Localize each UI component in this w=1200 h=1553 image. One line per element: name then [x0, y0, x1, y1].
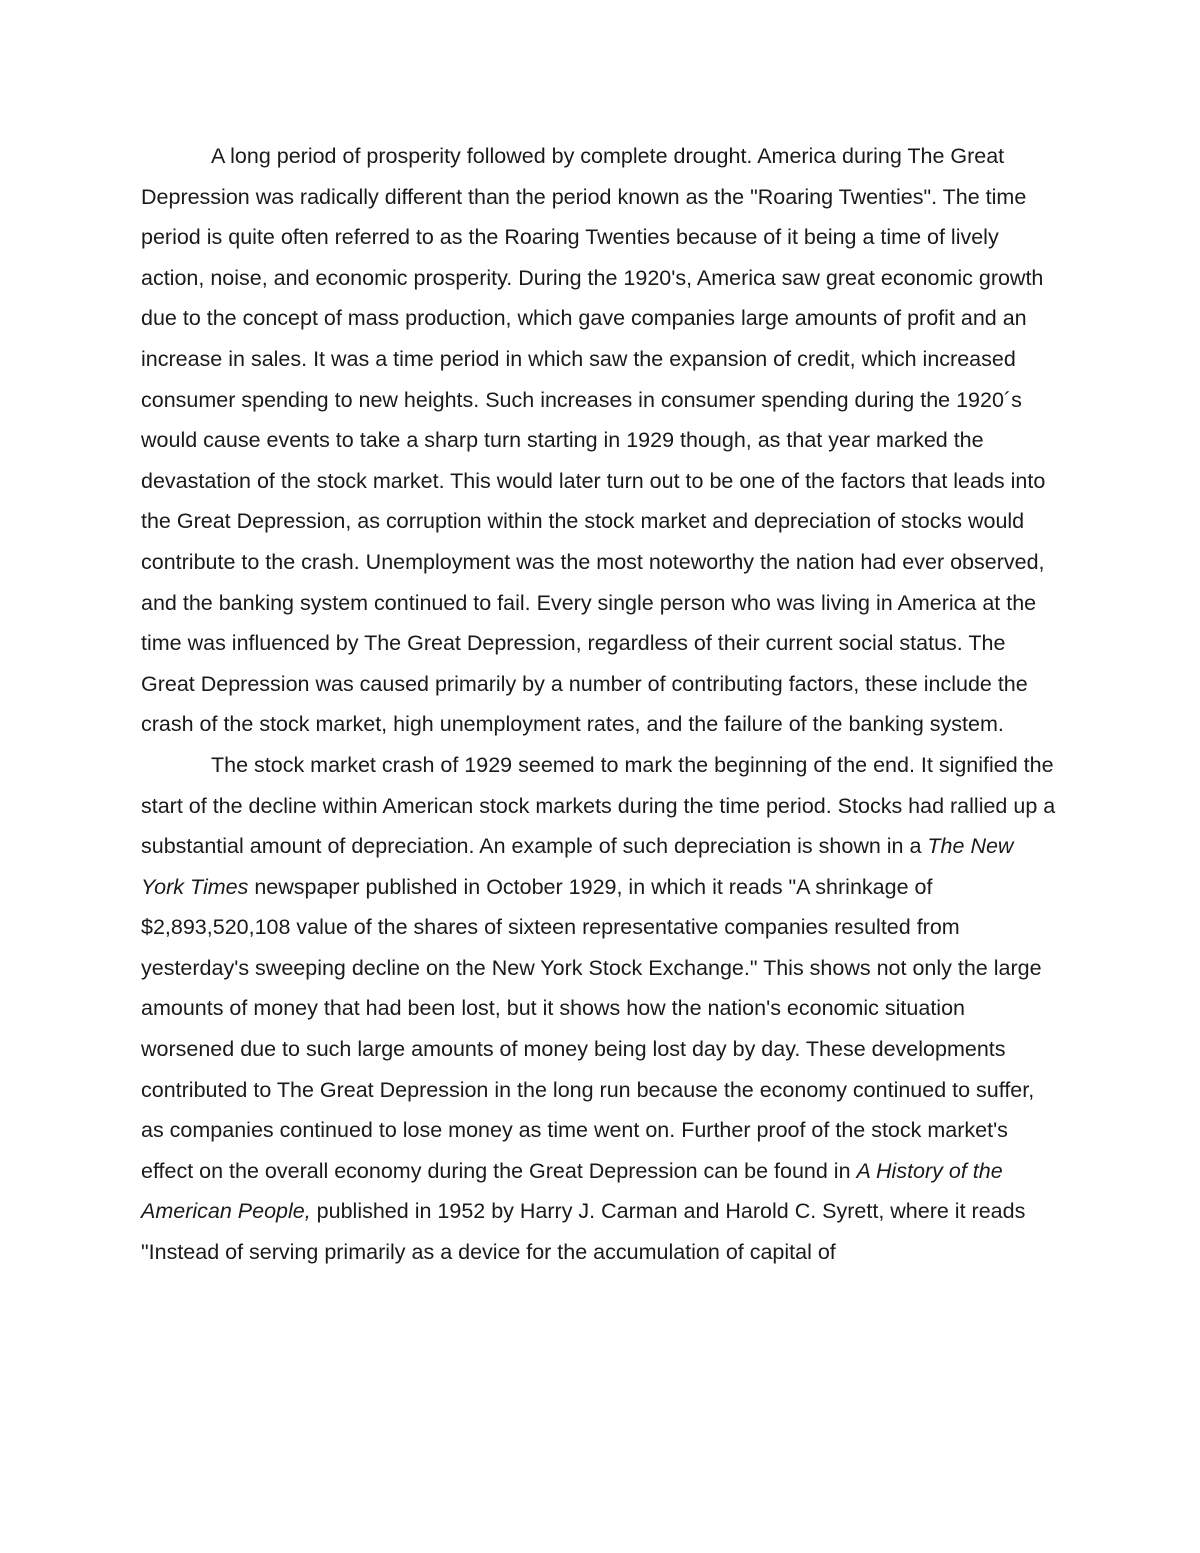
- paragraph-2-text-b: newspaper published in October 1929, in which it reads "A shrinkage of $2,893,520,108 value of the shares of sixteen representative companies resulted from yesterday's sweeping decline on the New York Stock Exchange." This shows not only the large amounts of money that had been lost, but it shows how the nation's economic situation worsened due to such large amounts of money being lost day by day. These developments contributed to The Great Depression in the long run because the economy continued to suffer, as companies continued to lose money as time went on. Further proof of the stock market's effect on the overall economy during the Great Depression can be found in: [141, 874, 1042, 1183]
- document-page: [141, 136, 1061, 1273]
- paragraph-1-text: A long period of prosperity followed by complete drought. America during The Great Depression was radically different than the period known as the "Roaring Twenties". The time period is quite often referred to as the Roaring Twenties because of it being a time of lively action, noise, and economic prosperity. During the 1920's, America saw great economic growth due to the concept of mass production, which gave companies large amounts of profit and an increase in sales. It was a time period in which saw the expansion of credit, which increased consumer spending to new heights. Such increases in consumer spending during the 1920´s would cause events to take a sharp turn starting in 1929 though, as that year marked the devastation of the stock market. This would later turn out to be one of the factors that leads into the Great Depression, as corruption within the stock market and depreciation of stocks would contribute to the crash. Unemployment was the most noteworthy the nation had ever observed, and the banking system continued to fail. Every single person who was living in America at the time was influenced by The Great Depression, regardless of their current social status. The Great Depression was caused primarily by a number of contributing factors, these include the crash of the stock market, high unemployment rates, and the failure of the banking system.: [141, 144, 1046, 737]
- citation-history-american-people: A History of the American People,: [141, 1158, 1003, 1224]
- paragraph-1: [141, 136, 1061, 745]
- paragraph-2-text-c: published in 1952 by Harry J. Carman and Harold C. Syrett, where it reads "Instead of serving primarily as a device for the accumulation of capital of: [141, 1199, 1026, 1265]
- paragraph-2-text-a: The stock market crash of 1929 seemed to mark the beginning of the end. It signified the start of the decline within American stock markets during the time period. Stocks had rallied up a substantial amount of depreciation. An example of such depreciation is shown in a: [141, 752, 1056, 859]
- citation-new-york-times: The New York Times: [141, 834, 1014, 899]
- paragraph-2: [141, 745, 1061, 1273]
